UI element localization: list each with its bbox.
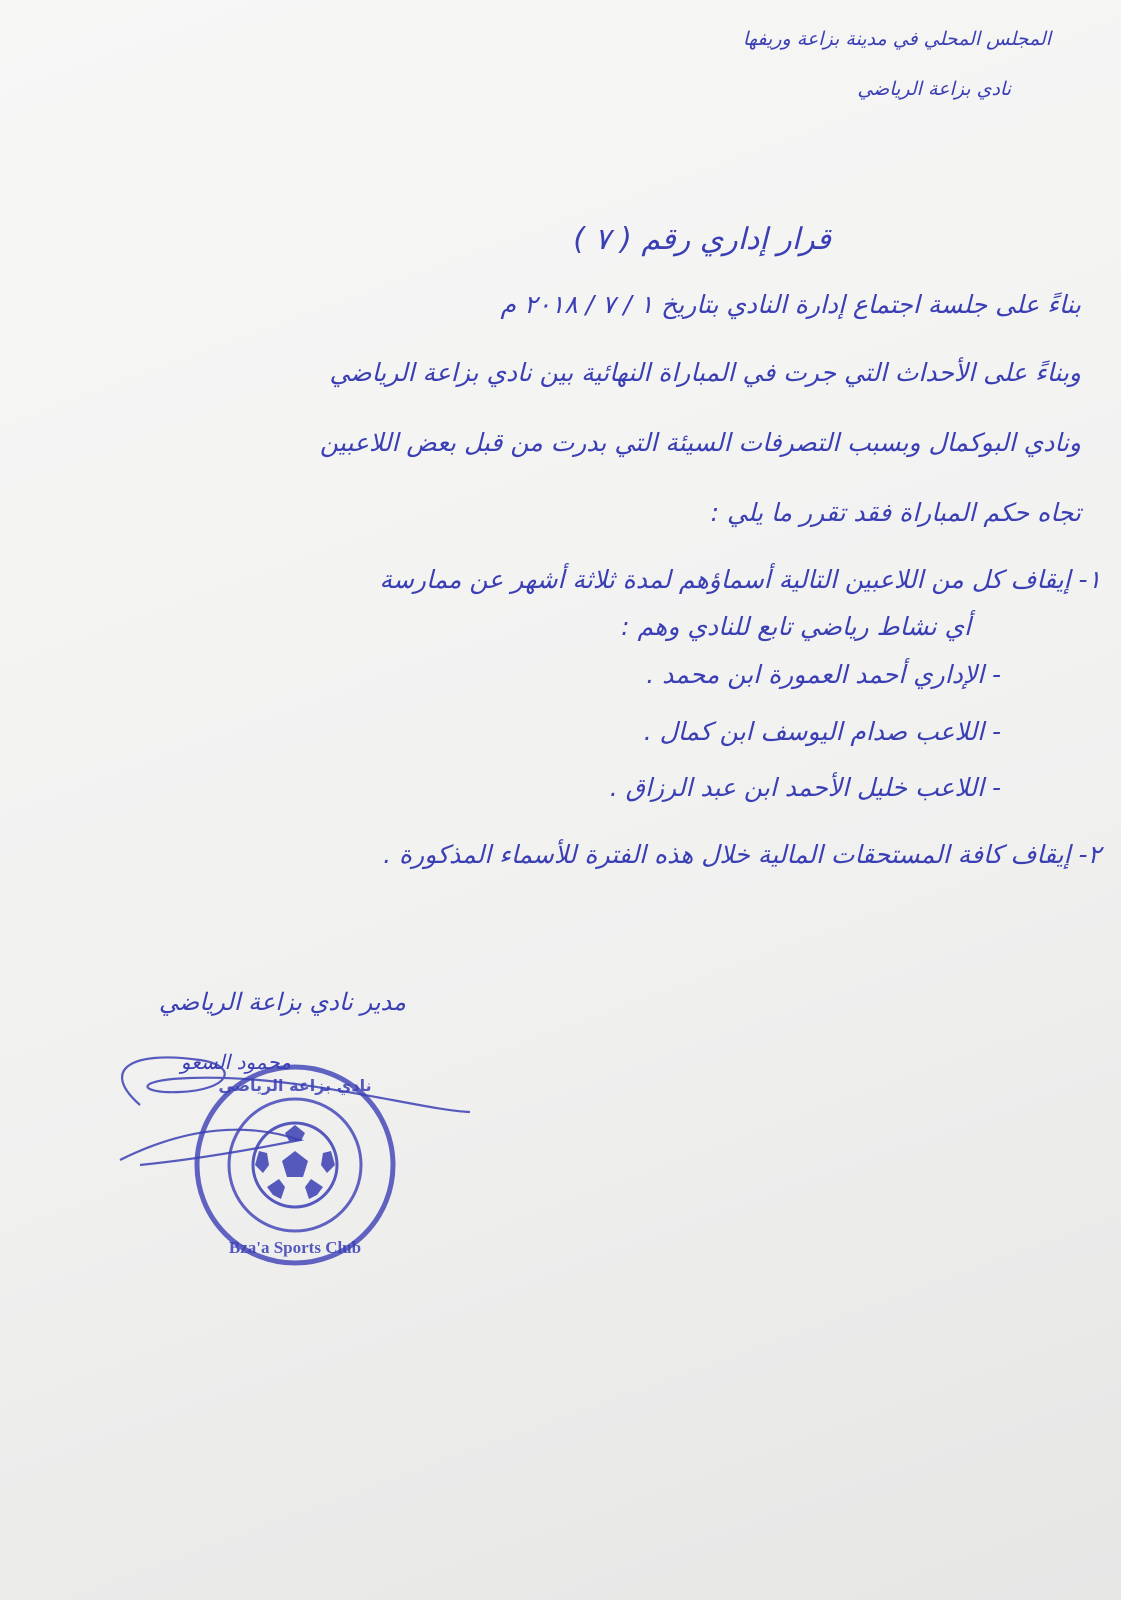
decision-item-1-continued: أي نشاط رياضي تابع للنادي وهم : [621, 612, 971, 641]
signatory-title: مدير نادي بزاعة الرياضي [158, 988, 406, 1016]
signatory-name: محمود السعو [180, 1050, 291, 1074]
header-club-name: نادي بزاعة الرياضي [857, 78, 1011, 100]
header-council-name: المجلس المحلي في مدينة بزاعة وريفها [742, 28, 1051, 50]
suspended-person-3: - اللاعب خليل الأحمد ابن عبد الرزاق . [609, 773, 1001, 802]
soccer-ball-icon [253, 1123, 337, 1207]
decision-title: قرار إداري رقم ( ٧ ) [573, 222, 831, 257]
stamp-english-text: Bza'a Sports Club [228, 1238, 362, 1257]
decision-item-2: ٢- إيقاف كافة المستحقات المالية خلال هذه الفترة للأسماء المذكورة . [383, 840, 1101, 869]
stamp-circle [197, 1067, 393, 1263]
body-line-1: بناءً على جلسة اجتماع إدارة النادي بتاريخ ١ / ٧ / ٢٠١٨ م [500, 290, 1081, 319]
body-line-3: ونادي البوكمال وبسبب التصرفات السيئة التي بدرت من قبل بعض اللاعبين [319, 428, 1081, 457]
body-line-4: تجاه حكم المباراة فقد تقرر ما يلي : [710, 498, 1081, 527]
stamp-arabic-text: نادي بزاعة الرياضي [218, 1076, 372, 1095]
body-line-2: وبناءً على الأحداث التي جرت في المباراة النهائية بين نادي بزاعة الرياضي [329, 358, 1081, 387]
club-stamp-and-signature [100, 1050, 490, 1280]
decision-item-1: ١- إيقاف كل من اللاعبين التالية أسماؤهم لمدة ثلاثة أشهر عن ممارسة [379, 565, 1101, 594]
handwritten-signature [120, 1057, 470, 1165]
suspended-person-1: - الإداري أحمد العمورة ابن محمد . [646, 660, 1001, 689]
suspended-person-2: - اللاعب صدام اليوسف ابن كمال . [643, 717, 1001, 746]
